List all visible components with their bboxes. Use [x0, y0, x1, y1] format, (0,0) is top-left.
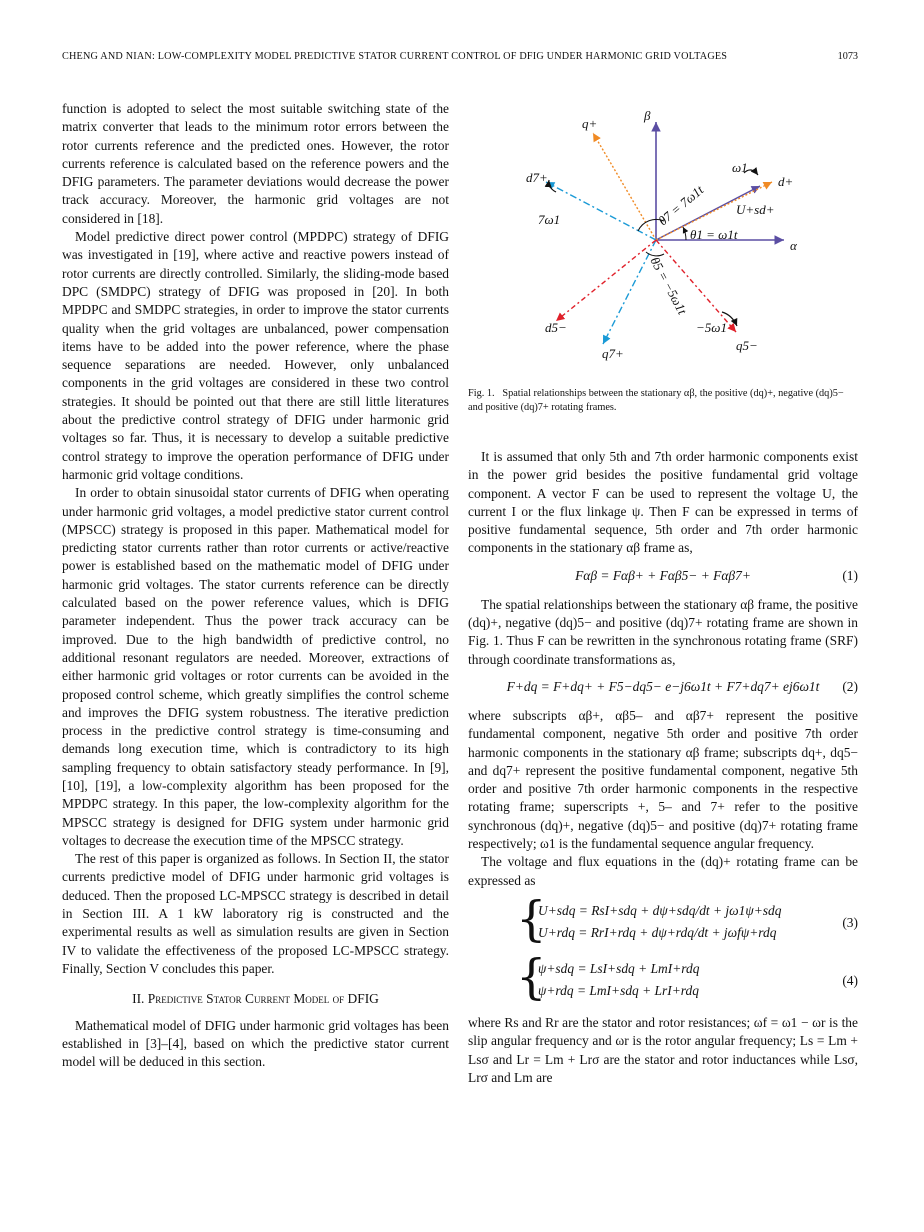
- label-beta: β: [644, 108, 651, 123]
- equation-line: U+sdq = RsI+sdq + dψ+sdq/dt + jω1ψ+sdq: [538, 902, 782, 918]
- equation-number: (3): [842, 914, 858, 930]
- label-w5: −5ω1: [696, 320, 727, 335]
- label-alpha: α: [790, 238, 797, 253]
- caption-prefix: Fig. 1.: [468, 388, 495, 399]
- section-heading: [62, 990, 449, 1008]
- brace-icon: {: [516, 948, 547, 1005]
- paragraph: In order to obtain sinusoidal stator currents of DFIG when operating under harmonic grid voltages, a model predictive stator current control (MPSCC) strategy is proposed in this paper. Mathematical model for predicting stator currents rather than rotor currents or active/reactive power is established based on the mathematic model of DFIG under harmonic grid voltages. The stator currents reference can be directly calculated based on the power reference values, which is DFIG parameter independent. Thus the power track accuracy can be improved. Due to the high bandwidth of predictive control, no additional resonant regulators are needed. Moreover, extractions of either harmonic grid voltages or rotor currents can be avoided in the proposed control scheme, which greatly simplifies the control scheme and improves the DFIG system robustness. The iterative prediction process in the predictive control strategy is time-consuming and demands long execution time, which is contradictory to its high sampling frequency to obtain satisfactory steady performance. In [9], [10], [19], a low-complexity algorithm has been proposed for the MPDPC strategy. In this paper, the low-complexity algorithm for the MPSCC strategy is designed for DFIG system under harmonic grid voltages to decrease the execution time of the MPSCC strategy.: [62, 485, 449, 848]
- paragraph: function is adopted to select the most suitable switching state of the matrix converter that leads to the minimum rotor errors between the rotor currents reference and the predicted ones. However, the rotor currents reference is calculated based on the reference powers and the DFIG parameters. The parameter deviations would decrease the power track accuracy. Moreover, the harmonic grid voltages are not considered in [18].: [62, 101, 449, 226]
- label-q7: q7+: [602, 346, 624, 361]
- page-number: 1073: [837, 51, 858, 62]
- paragraph: Model predictive direct power control (MPDPC) strategy of DFIG was investigated in [19], where active and reactive powers instead of rotor currents are directly controlled. Similarly, the sliding-mode based DPC (SMDPC) strategy of DFIG was proposed in [20]. In both MPDPC and SMDPC strategies, in order to improve the stator currents quality when the grid voltages are unbalanced, power compensation items have to be added into the power reference, where the phase sequence separations are needed. However, only unbalanced components in the grid voltages are considered in these two control strategies. It should be pointed out that there are still little literatures about the predictive control strategy of DFIG under harmonic grid voltages so far. Thus, it is necessary to develop a suitable predictive control strategy to improve the operation performance of DFIG under harmonic grid voltage conditions.: [62, 229, 449, 482]
- brace-icon: {: [516, 890, 547, 947]
- label-d5: d5−: [545, 320, 567, 335]
- label-q-plus: q+: [582, 116, 598, 131]
- section-number: II.: [132, 991, 145, 1007]
- equation-line: U+rdq = RrI+rdq + dψ+rdq/dt + jωfψ+rdq: [538, 924, 777, 940]
- equation-number: (2): [842, 678, 858, 694]
- paragraph: It is assumed that only 5th and 7th order harmonic components exist in the power grid besides the positive fundamental grid voltage component. A vector F can be used to represent the voltage U, the current I or the flux linkage ψ. Then F can be expressed in terms of positive fundamental sequence, 5th order and 7th order harmonic components in the stationary αβ frame as,: [468, 449, 858, 556]
- equation-2: [468, 675, 858, 701]
- equation-1: [468, 564, 858, 590]
- equation-number: (4): [842, 972, 858, 988]
- label-theta5: θ5 = −5ω1t: [647, 254, 691, 317]
- equation-line: ψ+sdq = LsI+sdq + LmI+rdq: [538, 960, 700, 976]
- caption-text: Spatial relationships between the stationary αβ, the positive (dq)+, negative (dq)5− and positive (dq)7+ rotating frames.: [468, 388, 844, 413]
- figure-1: [468, 100, 860, 372]
- d5-axis: [556, 240, 656, 321]
- paragraph: where Rs and Rr are the stator and rotor resistances; ωf = ω1 − ωr is the slip angular frequency and ωr is the rotor angular frequency; Ls = Lm + Lsσ and Lr = Lm + Lrσ are the stator and rotor inductances while Lsσ, Lrσ and Lm are: [468, 1014, 858, 1085]
- figure-caption: [468, 387, 860, 415]
- running-header: [62, 51, 858, 67]
- label-w1: ω1: [732, 160, 748, 175]
- equation-3: [468, 890, 858, 948]
- reference-frames-diagram: [468, 100, 860, 372]
- paragraph: The voltage and flux equations in the (dq)+ rotating frame can be expressed as: [468, 854, 858, 888]
- paragraph: The rest of this paper is organized as follows. In Section II, the stator currents predictive model of DFIG under harmonic grid voltages is deduced. Then the proposed LC-MPSCC strategy is described in detail in Section III. A 1 kW laboratory rig is constructed and the experimental results as well as simulation results are given in Section IV to validate the effectiveness of the proposed LC-MPSCC strategy. Finally, Section V concludes this paper.: [62, 851, 449, 976]
- label-w7: 7ω1: [538, 212, 561, 227]
- equation-body: F+dq = F+dq+ + F5−dq5− e−j6ω1t + F7+dq7+ ej6ω1t: [506, 678, 820, 694]
- equation-body: Fαβ = Fαβ+ + Fαβ5− + Fαβ7+: [575, 567, 751, 583]
- header-title: CHENG AND NIAN: LOW-COMPLEXITY MODEL PREDICTIVE STATOR CURRENT CONTROL OF DFIG UNDER HARMONIC GRID VOLTAGES: [62, 51, 728, 62]
- label-d7: d7+: [526, 170, 548, 185]
- label-d-plus: d+: [778, 174, 794, 189]
- equation-line: ψ+rdq = LmI+sdq + LrI+rdq: [538, 982, 699, 998]
- right-column: [468, 448, 858, 1087]
- label-theta7: θ7 = 7ω1t: [655, 182, 707, 229]
- paragraph: Mathematical model of DFIG under harmonic grid voltages has been established in [3]–[4], based on which the predictive stator current model will be deduced in this section.: [62, 1017, 449, 1070]
- q7-axis: [603, 240, 656, 344]
- label-theta1: θ1 = ω1t: [690, 227, 738, 242]
- label-q5: q5−: [736, 338, 758, 353]
- left-column: [62, 100, 449, 1071]
- paragraph: where subscripts αβ+, αβ5– and αβ7+ represent the positive fundamental component, negative 5th order and positive 7th order harmonic components in the stationary αβ frame; subscripts dq+, dq5− and dq7+ represent the positive fundamental component, negative 5th order and positive 7th order harmonic components in the respective rotating frame; superscripts +, 5– and 7+ refer to the positive synchronous (dq)+, negative (dq)5− and positive (dq)7+ rotating frame respectively; ω1 is the fundamental sequence angular frequency.: [468, 707, 858, 852]
- equation-number: (1): [842, 567, 858, 583]
- paragraph: The spatial relationships between the stationary αβ frame, the positive (dq)+, negative (dq)5− and positive (dq)7+ rotating frame are shown in Fig. 1. Thus F can be rewritten in the synchronous rotating frame (SRF) through coordinate transformations as,: [468, 596, 858, 667]
- label-usd: U+sd+: [736, 202, 775, 217]
- section-title: Predictive Stator Current Model of DFIG: [147, 991, 379, 1007]
- equation-4: [468, 948, 858, 1006]
- theta1-arc: [683, 227, 686, 240]
